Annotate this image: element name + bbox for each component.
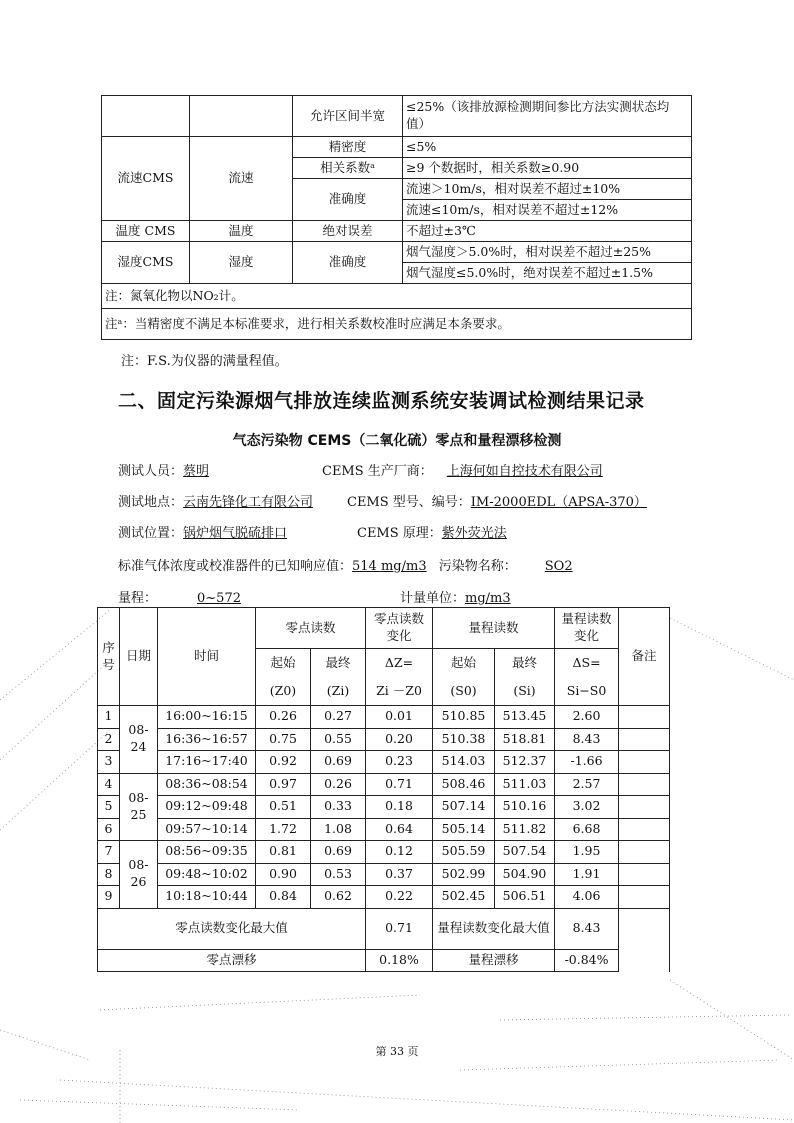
si-cell: 506.51 [495, 886, 555, 909]
std-value: 514 mg/m3 [352, 559, 427, 574]
unit-value: mg/m3 [465, 591, 511, 606]
pollutant-value: SO2 [544, 559, 573, 574]
site-value: 云南先锋化工有限公司 [183, 495, 314, 510]
humidity-param-label: 湿度 [190, 242, 293, 284]
zi-cell: 0.69 [311, 841, 366, 864]
remark-cell [619, 773, 670, 796]
header-s-start: 起始 [433, 649, 495, 678]
si-cell: 512.37 [495, 751, 555, 774]
table-row [98, 751, 670, 774]
zero-drift-label: 零点漂移 [98, 949, 366, 972]
info-row-maker [322, 460, 603, 479]
ds-cell: -1.66 [555, 751, 619, 774]
humidity-req-high: 烟气湿度＞5.0%时，相对误差不超过±25% [403, 242, 692, 263]
position-value: 锅炉烟气脱硫排口 [183, 526, 288, 541]
time-cell: 17:16~17:40 [158, 751, 256, 774]
table-row [98, 796, 670, 819]
span-max-value: 8.43 [555, 908, 619, 949]
header-span-reading: 量程读数 [433, 608, 555, 649]
time-cell: 09:48~10:02 [158, 863, 256, 886]
correlation-label: 相关系数ᵃ [293, 158, 403, 179]
drift-table [97, 607, 670, 972]
remark-cell [619, 706, 670, 729]
std-label: 标准气体浓度或校准器件的已知响应值： [118, 559, 353, 574]
precision-label: 精密度 [293, 137, 403, 158]
z0-cell: 0.90 [256, 863, 311, 886]
header-si: (Si) [495, 677, 555, 706]
time-cell: 16:00~16:15 [158, 706, 256, 729]
z0-cell: 0.51 [256, 796, 311, 819]
header-ds-formula: Si−S0 [555, 677, 619, 706]
z0-cell: 1.72 [256, 818, 311, 841]
si-cell: 504.90 [495, 863, 555, 886]
site-label: 测试地点： [118, 495, 184, 510]
date-cell: 08-26 [120, 841, 158, 909]
ds-cell: 4.06 [555, 886, 619, 909]
maker-value: 上海何如自控技术有限公司 [446, 464, 603, 479]
s0-cell: 507.14 [433, 796, 495, 819]
table-row [98, 728, 670, 751]
tester-label: 测试人员： [118, 464, 184, 479]
table-row [98, 818, 670, 841]
seq-cell: 5 [98, 796, 120, 819]
humidity-cms-label: 湿度CMS [102, 242, 190, 284]
header-zi: (Zi) [311, 677, 366, 706]
time-cell: 08:36~08:54 [158, 773, 256, 796]
item-cell: 允许区间半宽 [293, 96, 403, 137]
summary-row-max [98, 908, 670, 949]
table-note-corr: 注ᵃ：当精密度不满足本标准要求，进行相关系数校准时应满足本条要求。 [102, 309, 692, 340]
humidity-accuracy-label: 准确度 [293, 242, 403, 284]
dz-cell: 0.23 [366, 751, 433, 774]
principle-value: 紫外荧光法 [441, 526, 507, 541]
accuracy-label: 准确度 [293, 179, 403, 221]
z0-cell: 0.84 [256, 886, 311, 909]
span-drift-label: 量程漂移 [433, 949, 555, 972]
remark-cell [619, 796, 670, 819]
dz-cell: 0.12 [366, 841, 433, 864]
seq-cell: 1 [98, 706, 120, 729]
s0-cell: 505.59 [433, 841, 495, 864]
z0-cell: 0.26 [256, 706, 311, 729]
zi-cell: 0.53 [311, 863, 366, 886]
zi-cell: 1.08 [311, 818, 366, 841]
info-row-position [118, 522, 287, 541]
zi-cell: 0.69 [311, 751, 366, 774]
dz-cell: 0.18 [366, 796, 433, 819]
abs-error-label: 绝对误差 [293, 221, 403, 242]
summary-row-drift [98, 949, 670, 972]
sub-title: 气态污染物 CEMS（二氧化硫）零点和量程漂移检测 [232, 433, 562, 449]
si-cell: 513.45 [495, 706, 555, 729]
dz-cell: 0.22 [366, 886, 433, 909]
seq-cell: 9 [98, 886, 120, 909]
span-max-label: 量程读数变化最大值 [433, 908, 555, 949]
seq-cell: 4 [98, 773, 120, 796]
table-row [98, 841, 670, 864]
si-cell: 511.82 [495, 818, 555, 841]
info-row-standard [118, 555, 573, 574]
header-s-end: 最终 [495, 649, 555, 678]
seq-cell: 3 [98, 751, 120, 774]
remark-cell [619, 751, 670, 774]
s0-cell: 502.99 [433, 863, 495, 886]
ds-cell: 2.57 [555, 773, 619, 796]
model-value: IM-2000EDL（APSA-370） [470, 495, 647, 510]
accuracy-req-low: 流速≤10m/s，相对误差不超过±12% [403, 200, 692, 221]
humidity-req-low: 烟气湿度≤5.0%时，绝对误差不超过±1.5% [403, 263, 692, 284]
dz-cell: 0.64 [366, 818, 433, 841]
info-row-model [347, 491, 647, 510]
table-row [98, 773, 670, 796]
page-number: 第 33 页 [375, 1045, 419, 1058]
seq-cell: 2 [98, 728, 120, 751]
temp-param-label: 温度 [190, 221, 293, 242]
s0-cell: 514.03 [433, 751, 495, 774]
flow-param-label: 流速 [190, 137, 293, 221]
ds-cell: 3.02 [555, 796, 619, 819]
zi-cell: 0.55 [311, 728, 366, 751]
z0-cell: 0.97 [256, 773, 311, 796]
info-row-site [118, 491, 313, 510]
empty-cell [190, 96, 293, 137]
header-time: 时间 [158, 608, 256, 706]
table-note-nox: 注：氮氧化物以NO₂计。 [102, 284, 692, 309]
info-row-tester [118, 460, 209, 479]
fs-note: 注：F.S.为仪器的满量程值。 [121, 354, 288, 369]
time-cell: 08:56~09:35 [158, 841, 256, 864]
s0-cell: 508.46 [433, 773, 495, 796]
section-title: 二、固定污染源烟气排放连续监测系统安装调试检测结果记录 [118, 390, 645, 412]
header-dz: ΔZ= [366, 649, 433, 678]
zero-max-label: 零点读数变化最大值 [98, 908, 366, 949]
zero-max-value: 0.71 [366, 908, 433, 949]
header-date: 日期 [120, 608, 158, 706]
ds-cell: 8.43 [555, 728, 619, 751]
requirements-table [101, 95, 692, 340]
si-cell: 507.54 [495, 841, 555, 864]
header-s0: (S0) [433, 677, 495, 706]
remark-cell [619, 863, 670, 886]
flow-cms-label: 流速CMS [102, 137, 190, 221]
header-seq: 序号 [98, 608, 120, 706]
range-value: 0~572 [197, 591, 241, 606]
precision-req: ≤5% [403, 137, 692, 158]
principle-label: CEMS 原理： [357, 526, 442, 541]
model-label: CEMS 型号、编号： [347, 495, 471, 510]
header-span-change: 量程读数变化 [555, 608, 619, 649]
range-label: 量程： [118, 591, 158, 606]
correlation-req: ≥9 个数据时，相关系数≥0.90 [403, 158, 692, 179]
table-row [98, 886, 670, 909]
header-zero-reading: 零点读数 [256, 608, 366, 649]
dz-cell: 0.71 [366, 773, 433, 796]
zero-drift-value: 0.18% [366, 949, 433, 972]
time-cell: 10:18~10:44 [158, 886, 256, 909]
zi-cell: 0.27 [311, 706, 366, 729]
s0-cell: 510.38 [433, 728, 495, 751]
dz-cell: 0.20 [366, 728, 433, 751]
info-row-range [118, 587, 241, 606]
dz-cell: 0.01 [366, 706, 433, 729]
zi-cell: 0.62 [311, 886, 366, 909]
si-cell: 518.81 [495, 728, 555, 751]
header-z-end: 最终 [311, 649, 366, 678]
remark-cell [619, 818, 670, 841]
ds-cell: 6.68 [555, 818, 619, 841]
s0-cell: 510.85 [433, 706, 495, 729]
table-row [98, 706, 670, 729]
s0-cell: 502.45 [433, 886, 495, 909]
info-row-unit [400, 587, 511, 606]
header-z-start: 起始 [256, 649, 311, 678]
ds-cell: 2.60 [555, 706, 619, 729]
time-cell: 09:57~10:14 [158, 818, 256, 841]
dz-cell: 0.37 [366, 863, 433, 886]
remark-cell [619, 728, 670, 751]
temp-cms-label: 温度 CMS [102, 221, 190, 242]
z0-cell: 0.75 [256, 728, 311, 751]
unit-label: 计量单位： [400, 591, 466, 606]
header-zero-change: 零点读数变化 [366, 608, 433, 649]
z0-cell: 0.81 [256, 841, 311, 864]
accuracy-req-high: 流速＞10m/s，相对误差不超过±10% [403, 179, 692, 200]
si-cell: 510.16 [495, 796, 555, 819]
header-ds: ΔS= [555, 649, 619, 678]
time-cell: 16:36~16:57 [158, 728, 256, 751]
z0-cell: 0.92 [256, 751, 311, 774]
table-row [98, 863, 670, 886]
info-row-principle [357, 522, 507, 541]
maker-label: CEMS 生产厂商： [322, 464, 433, 479]
remark-cell [619, 886, 670, 909]
summary-blank [619, 908, 670, 972]
remark-cell [619, 841, 670, 864]
ds-cell: 1.91 [555, 863, 619, 886]
header-z0: (Z0) [256, 677, 311, 706]
seq-cell: 7 [98, 841, 120, 864]
temp-req: 不超过±3℃ [403, 221, 692, 242]
zi-cell: 0.33 [311, 796, 366, 819]
si-cell: 511.03 [495, 773, 555, 796]
ds-cell: 1.95 [555, 841, 619, 864]
position-label: 测试位置： [118, 526, 184, 541]
date-cell: 08-25 [120, 773, 158, 841]
tester-value: 蔡明 [183, 464, 210, 479]
header-remark: 备注 [619, 608, 670, 706]
zi-cell: 0.26 [311, 773, 366, 796]
header-dz-formula: Zi －Z0 [366, 677, 433, 706]
pollutant-label: 污染物名称： [438, 559, 517, 574]
s0-cell: 505.14 [433, 818, 495, 841]
date-cell: 08-24 [120, 706, 158, 774]
span-drift-value: -0.84% [555, 949, 619, 972]
seq-cell: 6 [98, 818, 120, 841]
seq-cell: 8 [98, 863, 120, 886]
empty-cell [102, 96, 190, 137]
requirement-cell: ≤25%（该排放源检测期间参比方法实测状态均值） [403, 96, 692, 137]
time-cell: 09:12~09:48 [158, 796, 256, 819]
